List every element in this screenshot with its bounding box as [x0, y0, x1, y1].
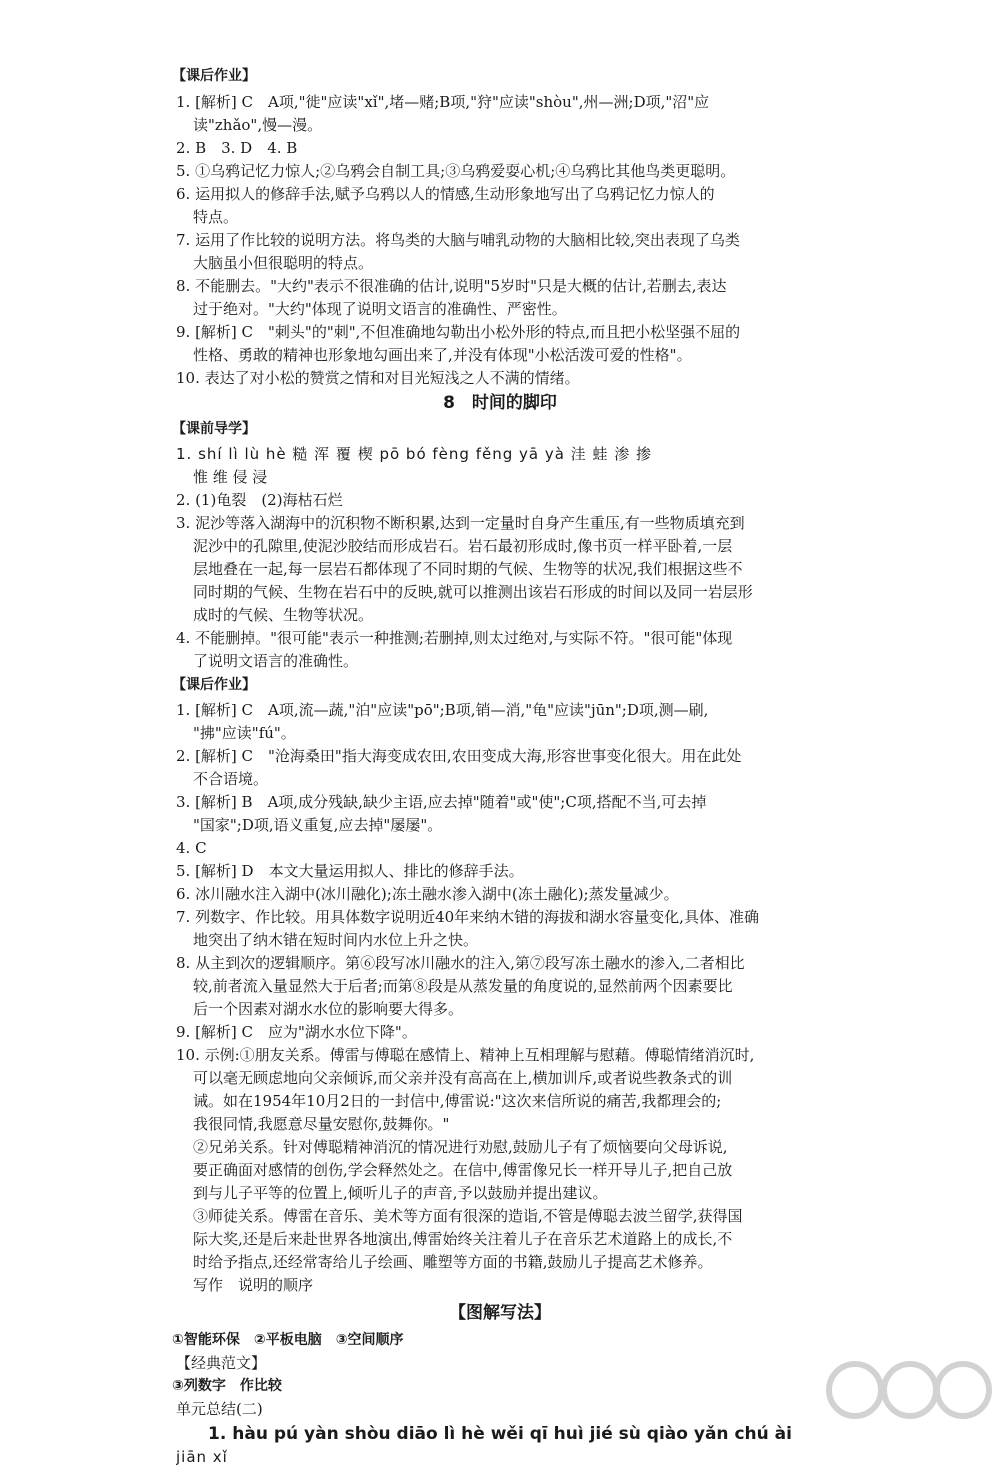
answer-line: 我很同情,我愿意尽量安慰你,鼓舞你。": [193, 1115, 450, 1133]
pinyin-line: jiān xǐ: [176, 1448, 228, 1466]
answer-line: 7. 列数字、作比较。用具体数字说明近40年来纳木错的海拔和湖水容量变化,具体、准确: [176, 908, 759, 926]
answer-line: 读"zhǎo",慢—漫。: [193, 116, 323, 134]
answer-line: 要正确面对感情的创伤,学会释然处之。在信中,傅雷像兄长一样开导儿子,把自己放: [193, 1161, 733, 1179]
answer-line: 性格、勇敢的精神也形象地勾画出来了,并没有体现"小松活泼可爱的性格"。: [193, 346, 692, 364]
answer-line: 10. 示例:①朋友关系。傅雷与傅聪在感情上、精神上互相理解与慰藉。傅聪情绪消沉时,: [176, 1046, 755, 1064]
answer-line: 单元总结(二): [176, 1400, 263, 1418]
answer-line: 9. [解析] C "刺头"的"刺",不但准确地勾勒出小松外形的特点,而且把小松坚强不屈的: [176, 323, 741, 341]
answer-line: 惟 维 侵 浸: [193, 468, 268, 486]
answer-line: 写作 说明的顺序: [193, 1276, 314, 1294]
answer-line: 地突出了纳木错在短时间内水位上升之快。: [193, 931, 479, 949]
pinyin-line: 1. shí lì lù hè 糙 浑 覆 楔 pō bó fèng fěng yā yà 洼 蛙 渗 掺: [176, 445, 652, 463]
watermark-logo: [815, 1350, 995, 1465]
answer-line: 成时的气候、生物等状况。: [193, 606, 374, 624]
answer-line: 到与儿子平等的位置上,倾听儿子的声音,予以鼓励并提出建议。: [193, 1184, 608, 1202]
answer-line: 3. 泥沙等落入湖海中的沉积物不断积累,达到一定量时自身产生重压,有一些物质填充到: [176, 514, 745, 532]
lesson-title: 8 时间的脚印: [443, 393, 557, 413]
answer-line: 过于绝对。"大约"体现了说明文语言的准确性、严密性。: [193, 300, 567, 318]
answer-line: 可以毫无顾虑地向父亲倾诉,而父亲并没有高高在上,横加训斥,或者说些教条式的训: [193, 1069, 733, 1087]
section-header-homework-1: 【课后作业】: [172, 68, 256, 84]
answer-line: 1. [解析] C A项,流—蔬,"泊"应读"pō";B项,销—消,"龟"应读"jūn";D项,测—刷,: [176, 701, 709, 719]
answer-line: "国家";D项,语义重复,应去掉"屡屡"。: [193, 816, 443, 834]
section-header-homework-2: 【课后作业】: [172, 677, 256, 693]
writing-title: 【图解写法】: [449, 1303, 551, 1323]
answer-line: ③师徒关系。傅雷在音乐、美术等方面有很深的造诣,不管是傅聪去波兰留学,获得国: [193, 1207, 743, 1225]
answer-line: 4. 不能删掉。"很可能"表示一种推测;若删掉,则太过绝对,与实际不符。"很可能"体现: [176, 629, 733, 647]
section-header-preview: 【课前导学】: [172, 421, 256, 437]
answer-line: 了说明文语言的准确性。: [193, 652, 359, 670]
answer-line: 不合语境。: [193, 770, 269, 788]
answer-line: 8. 不能删去。"大约"表示不很准确的估计,说明"5岁时"只是大概的估计,若删去,表达: [176, 277, 727, 295]
answer-line: 2. [解析] C "沧海桑田"指大海变成农田,农田变成大海,形容世事变化很大。用在此处: [176, 747, 742, 765]
answer-line: 2. (1)龟裂 (2)海枯石烂: [176, 491, 343, 509]
answer-line: 6. 运用拟人的修辞手法,赋予乌鸦以人的情感,生动形象地写出了乌鸦记忆力惊人的: [176, 185, 715, 203]
answer-line: "拂"应读"fú"。: [193, 724, 296, 742]
answer-line: 层地叠在一起,每一层岩石都体现了不同时期的气候、生物等的状况,我们根据这些不: [193, 560, 743, 578]
answer-line: 同时期的气候、生物在岩石中的反映,就可以推测出该岩石形成的时间以及同一岩层形: [193, 583, 753, 601]
answer-line: 3. [解析] B A项,成分残缺,缺少主语,应去掉"随着"或"使";C项,搭配不当,可去掉: [176, 793, 707, 811]
answer-line: 泥沙中的孔隙里,使泥沙胶结而形成岩石。岩石最初形成时,像书页一样平卧着,一层: [193, 537, 733, 555]
answer-line: 1. [解析] C A项,"徙"应读"xǐ",堵—赌;B项,"狩"应读"shòu",州—洲;D项,"沼"应: [176, 93, 710, 111]
answer-line: 5. [解析] D 本文大量运用拟人、排比的修辞手法。: [176, 862, 524, 880]
answer-line: 5. ①乌鸦记忆力惊人;②乌鸦会自制工具;③乌鸦爱耍心机;④乌鸦比其他鸟类更聪明。: [176, 162, 736, 180]
answer-line: 6. 冰川融水注入湖中(冰川融化);冻土融水渗入湖中(冻土融化);蒸发量减少。: [176, 885, 679, 903]
answer-line: 后一个因素对湖水水位的影响要大得多。: [193, 1000, 464, 1018]
answer-line: ②兄弟关系。针对傅聪精神消沉的情况进行劝慰,鼓励儿子有了烦恼要向父母诉说,: [193, 1138, 728, 1156]
answer-line: 特点。: [193, 208, 239, 226]
answer-line: 大脑虽小但很聪明的特点。: [193, 254, 374, 272]
unit-summary-title: 1. hàu pú yàn shòu diāo lì hè wěi qī huì jié sù qiào yǎn chú ài: [208, 1424, 792, 1444]
answer-line: 诫。如在1954年10月2日的一封信中,傅雷说:"这次来信所说的痛苦,我都理会的;: [193, 1092, 722, 1110]
answer-line: 2. B 3. D 4. B: [176, 139, 298, 157]
answer-line: 9. [解析] C 应为"湖水水位下降"。: [176, 1023, 417, 1041]
answer-line: 7. 运用了作比较的说明方法。将鸟类的大脑与哺乳动物的大脑相比较,突出表现了乌类: [176, 231, 740, 249]
answer-line: 【经典范文】: [176, 1354, 267, 1372]
answer-line: 4. C: [176, 839, 207, 857]
answer-line: 际大奖,还是后来赴世界各地演出,傅雷始终关注着儿子在音乐艺术道路上的成长,不: [193, 1230, 733, 1248]
section-header-diagram-writing: ①智能环保 ②平板电脑 ③空间顺序: [172, 1332, 404, 1348]
section-header-model-essay: ③列数字 作比较: [172, 1378, 282, 1394]
answer-line: 8. 从主到次的逻辑顺序。第⑥段写冰川融水的注入,第⑦段写冻土融水的渗入,二者相比: [176, 954, 745, 972]
answer-line: 10. 表达了对小松的赞赏之情和对目光短浅之人不满的情绪。: [176, 369, 580, 387]
answer-line: 较,前者流入量显然大于后者;而第⑧段是从蒸发量的角度说的,显然前两个因素要比: [193, 977, 733, 995]
watermark-logo-icon: [815, 1350, 995, 1465]
answer-line: 时给予指点,还经常寄给儿子绘画、雕塑等方面的书籍,鼓励儿子提高艺术修养。: [193, 1253, 713, 1271]
